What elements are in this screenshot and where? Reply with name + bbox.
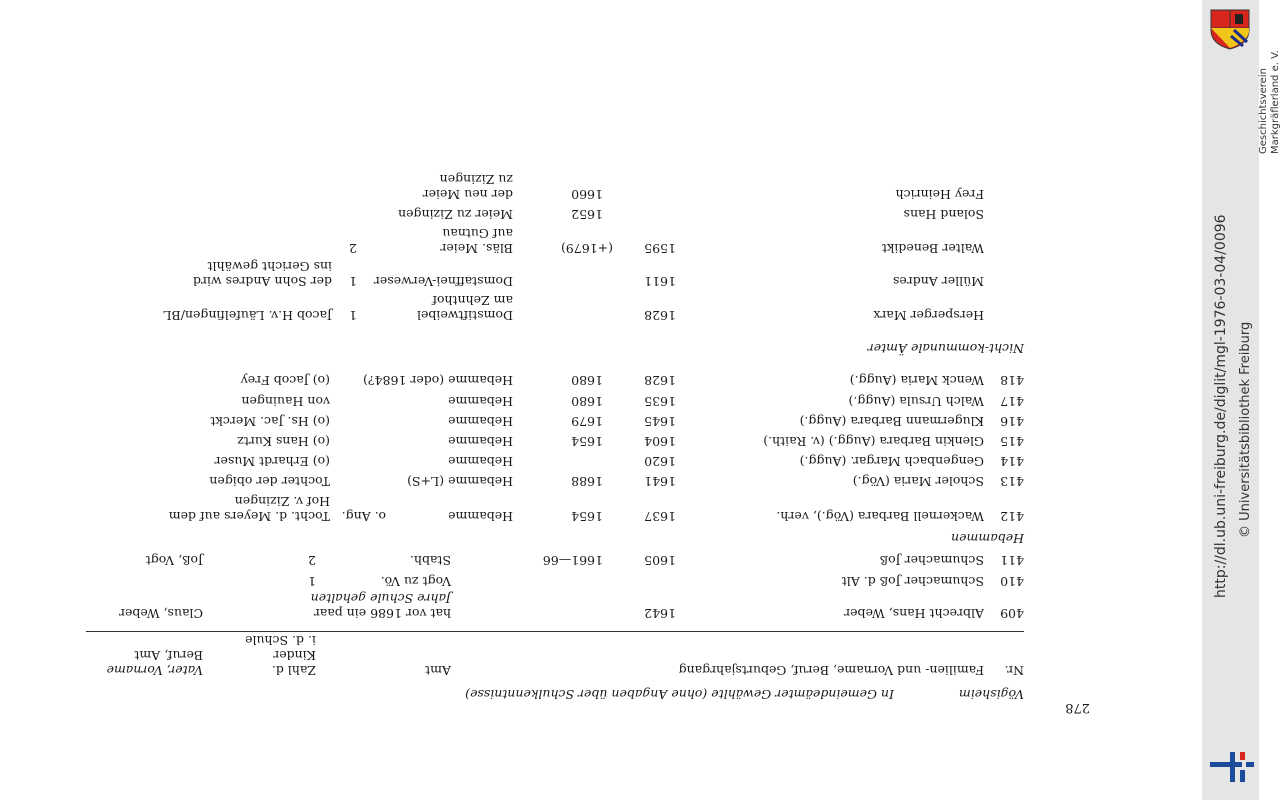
row-418-name: Wenck Maria (Augg.) [849, 373, 984, 388]
row-mueller-name: Müller Andres [892, 274, 984, 289]
row-417-y1: 1635 [644, 394, 676, 409]
col-nr: Nr. [1004, 663, 1024, 678]
row-410-name: Schumacher Joß d. Alt [841, 574, 984, 589]
document-url-link[interactable]: http://dl.ub.uni-freiburg.de/diglit/mgl-1976-03-04/0096 [1213, 214, 1229, 598]
row-hersperger-vater: Jacob H.v. Läufelfingen/BL [163, 308, 332, 323]
row-413-y1: 1641 [644, 474, 676, 489]
section-hebammen: Hebammen [951, 531, 1024, 546]
row-mueller-vater: der Sohn Andres wird [192, 274, 332, 289]
row-409-name: Albrecht Hans, Weber [844, 606, 984, 621]
row-416-amt: Hebamme [448, 414, 513, 429]
row-418-vater: (o) Jacob Frey [240, 373, 330, 388]
row-416-vater: (o) Hs. Jac. Merckt [210, 414, 330, 429]
row-411-span: 1661—66 [542, 553, 603, 568]
row-hersperger-name: Hersperger Marx [873, 308, 984, 323]
col-amt: Amt [425, 663, 451, 678]
row-417-amt: Hebamme [448, 394, 513, 409]
row-413-vater: Tochter der obigen [209, 474, 330, 489]
row-mueller-y1: 1611 [644, 274, 676, 289]
row-411-kinder: 2 [308, 553, 316, 568]
row-411-nr: 411 [1000, 553, 1024, 568]
col-kinder-1: Zahl d. [271, 663, 316, 678]
row-walter-name: Walter Benedikt [881, 241, 984, 256]
coat-of-arms-icon [1207, 8, 1253, 50]
row-hersperger-amt: Domstiftweibel [417, 308, 513, 323]
row-410-kinder: 1 [308, 574, 316, 589]
row-412-name: Wackernell Barbara (Vög.), verh. [776, 509, 984, 524]
row-412-note: o. Ang. [341, 509, 386, 524]
row-409-nr: 409 [1000, 606, 1024, 621]
row-soland-name: Soland Hans [903, 207, 984, 222]
row-415-vater: (o) Hans Kurtz [237, 434, 330, 449]
row-416-y1: 1645 [644, 414, 676, 429]
row-frey-amt2: zu Zizingen [439, 172, 513, 187]
row-409-vater: Claus, Weber [118, 606, 203, 621]
row-418-nr: 418 [1000, 373, 1024, 388]
row-409-amt2: Jahre Schule gehalten [310, 591, 451, 606]
row-418-amt: Hebamme (oder 1684?) [363, 373, 513, 388]
row-415-amt: Hebamme [448, 434, 513, 449]
society-name-line1: Geschichtsverein [1258, 68, 1269, 154]
row-416-y2: 1679 [571, 414, 603, 429]
row-415-y2: 1654 [571, 434, 603, 449]
row-411-amt: Stabh. [409, 553, 451, 568]
row-walter-kinder: 2 [349, 241, 357, 256]
header-rule [86, 631, 1024, 632]
row-walter-amt2: auf Gutnau [442, 226, 513, 241]
row-414-vater: (o) Erhardt Muser [214, 454, 330, 469]
row-412-vater: Tocht. d. Meyers auf dem [168, 509, 330, 524]
row-417-y2: 1680 [571, 394, 603, 409]
row-soland-y2: 1652 [571, 207, 603, 222]
row-frey-y2: 1660 [571, 187, 603, 202]
row-412-nr: 412 [1000, 509, 1024, 524]
row-hersperger-y1: 1628 [644, 308, 676, 323]
col-name: Familien- und Vorname, Beruf, Geburtsjahrgang [678, 663, 984, 678]
row-walter-y2: (+1679) [560, 241, 613, 256]
row-mueller-vater2: ins Gericht gewählt [207, 259, 332, 274]
row-413-name: Scholer Maria (Vög.) [852, 474, 984, 489]
row-415-y1: 1604 [644, 434, 676, 449]
copyright-notice: © Universitätsbibliothek Freiburg [1238, 321, 1253, 538]
row-411-name: Schumacher Joß [879, 553, 984, 568]
row-mueller-amt: Domstaffnei-Verweser [373, 274, 513, 289]
row-414-amt: Hebamme [448, 454, 513, 469]
caption: In Gemeindeämter Gewählte (ohne Angaben über Schulkenntnisse) [465, 687, 894, 702]
row-413-amt: Hebamme (L+S) [407, 474, 513, 489]
col-kinder-2: Kinder [273, 648, 316, 663]
row-417-name: Walch Ursula (Augg.) [848, 394, 984, 409]
row-413-nr: 413 [1000, 474, 1024, 489]
row-414-name: Gengenbach Margar. (Augg.) [799, 454, 984, 469]
page-number: 278 [1065, 700, 1090, 715]
row-409-amt: hat vor 1686 ein paar [313, 606, 451, 621]
row-frey-name: Frey Heinrich [895, 187, 984, 202]
row-mueller-kinder: 1 [349, 274, 357, 289]
col-vater-2: Beruf, Amt [134, 648, 203, 663]
row-412-amt: Hebamme [448, 509, 513, 524]
ub-freiburg-logo-icon [1210, 748, 1254, 782]
row-414-nr: 414 [1000, 454, 1024, 469]
society-name-line2: Markgräflerland e. V. [1270, 50, 1281, 154]
col-kinder-3: i. d. Schule [245, 633, 316, 648]
scanned-page [60, 0, 1090, 800]
row-soland-amt: Meier zu Zizingen [398, 207, 513, 222]
row-417-nr: 417 [1000, 394, 1024, 409]
row-frey-amt: der neu Meier [422, 187, 513, 202]
row-walter-y1: 1595 [644, 241, 676, 256]
row-415-nr: 415 [1000, 434, 1024, 449]
row-410-nr: 410 [1000, 574, 1024, 589]
row-418-y2: 1680 [571, 373, 603, 388]
row-411-vater: Joß, Vogt [145, 553, 203, 568]
row-412-vater2: Hof v. Zizingen [234, 494, 330, 509]
row-417-vater: von Hauingen [241, 394, 330, 409]
place-heading: Vögisheim [958, 687, 1024, 702]
row-410-amt: Vogt zu Vö. [380, 574, 451, 589]
row-414-y1: 1620 [644, 454, 676, 469]
row-412-y2: 1654 [571, 509, 603, 524]
row-413-y2: 1688 [571, 474, 603, 489]
row-hersperger-amt2: am Zehnthof [432, 293, 513, 308]
row-416-name: Klugermann Barbara (Augg.) [799, 414, 984, 429]
row-412-y1: 1637 [644, 509, 676, 524]
row-walter-amt: Bläs. Meier [440, 241, 513, 256]
section-nicht-kommunal: Nicht-kommunale Ämter [867, 341, 1024, 356]
row-411-year: 1605 [644, 553, 676, 568]
row-416-nr: 416 [1000, 414, 1024, 429]
row-418-y1: 1628 [644, 373, 676, 388]
col-vater-1: Vater, Vorname [106, 663, 203, 678]
row-415-name: Glenkin Barbara (Augg.) (v. Raith.) [763, 434, 984, 449]
row-409-year: 1642 [644, 606, 676, 621]
row-hersperger-kinder: 1 [349, 308, 357, 323]
